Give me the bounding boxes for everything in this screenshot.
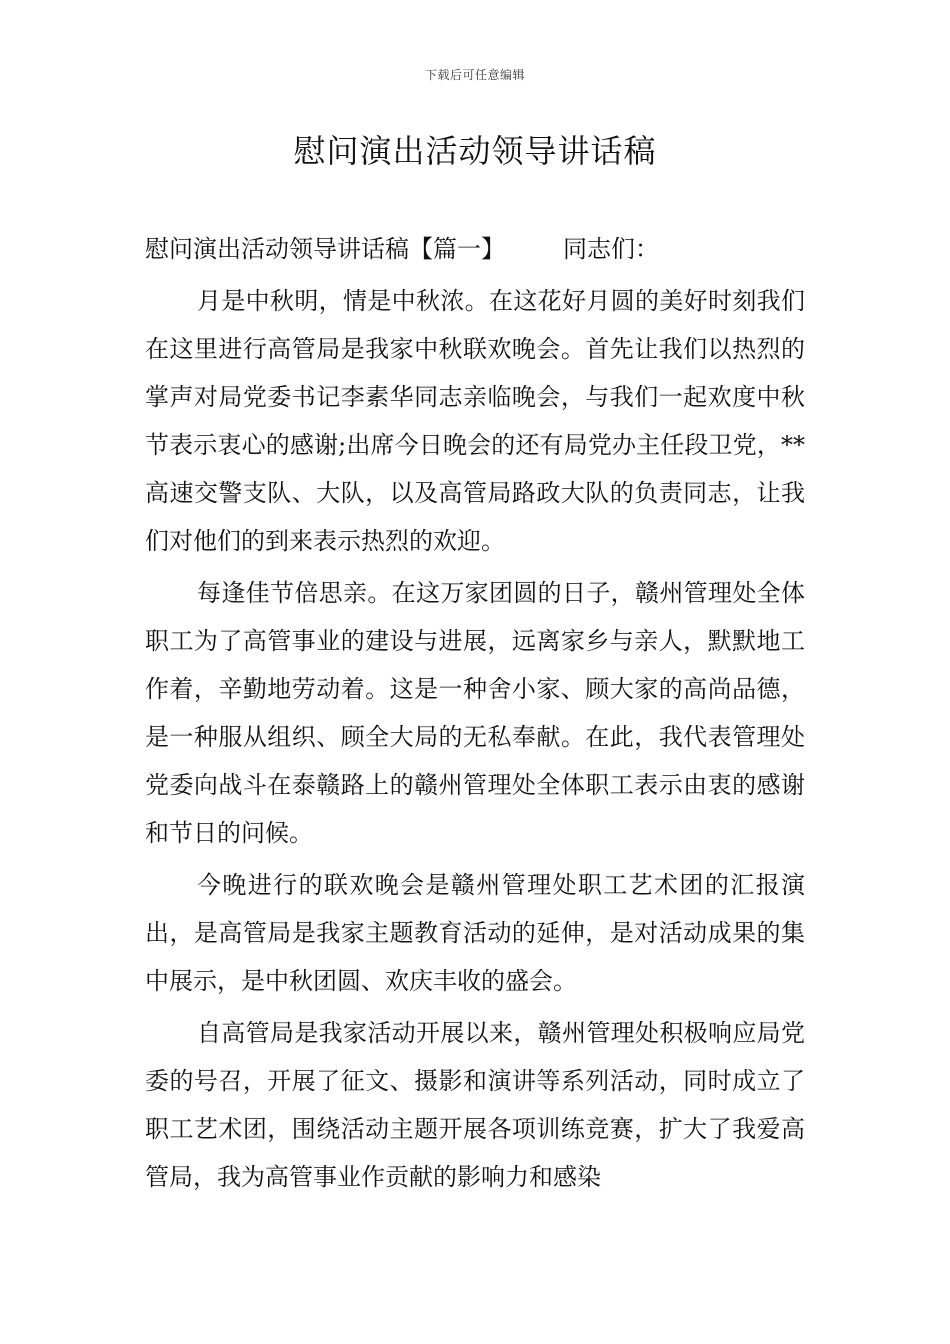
document-title: 慰问演出活动领导讲话稿 bbox=[293, 132, 657, 170]
header-note: 下载后可任意编辑 bbox=[424, 68, 525, 82]
subtitle-line bbox=[145, 225, 805, 273]
salutation: 同志们： bbox=[563, 235, 659, 263]
paragraph: 自高管局是我家活动开展以来，赣州管理处积极响应局党委的号召，开展了征文、摄影和演讲等系列活动，同时成立了职工艺术团，围绕活动主题开展各项训练竞赛，扩大了我爱高管局，我为高管事业作贡献的影响力和感染 bbox=[145, 1019, 805, 1191]
subtitle: 慰问演出活动领导讲话稿【篇一】 bbox=[145, 235, 505, 263]
paragraph: 月是中秋明，情是中秋浓。在这花好月圆的美好时刻我们在这里进行高管局是我家中秋联欢晚会。首先让我们以热烈的掌声对局党委书记李素华同志亲临晚会，与我们一起欢度中秋节表示衷心的感谢;出席今日晚会的还有局党办主任段卫党，**高速交警支队、大队，以及高管局路政大队的负责同志，让我们对他们的到来表示热烈的欢迎。 bbox=[145, 287, 805, 555]
paragraph: 今晚进行的联欢晚会是赣州管理处职工艺术团的汇报演出，是高管局是我家主题教育活动的延伸，是对活动成果的集中展示，是中秋团圆、欢庆丰收的盛会。 bbox=[145, 871, 805, 995]
document-body bbox=[145, 225, 805, 1205]
paragraph: 每逢佳节倍思亲。在这万家团圆的日子，赣州管理处全体职工为了高管事业的建设与进展，远离家乡与亲人，默默地工作着，辛勤地劳动着。这是一种舍小家、顾大家的高尚品德，是一种服从组织、顾全大局的无私奉献。在此，我代表管理处党委向战斗在泰赣路上的赣州管理处全体职工表示由衷的感谢和节日的问候。 bbox=[145, 579, 805, 847]
